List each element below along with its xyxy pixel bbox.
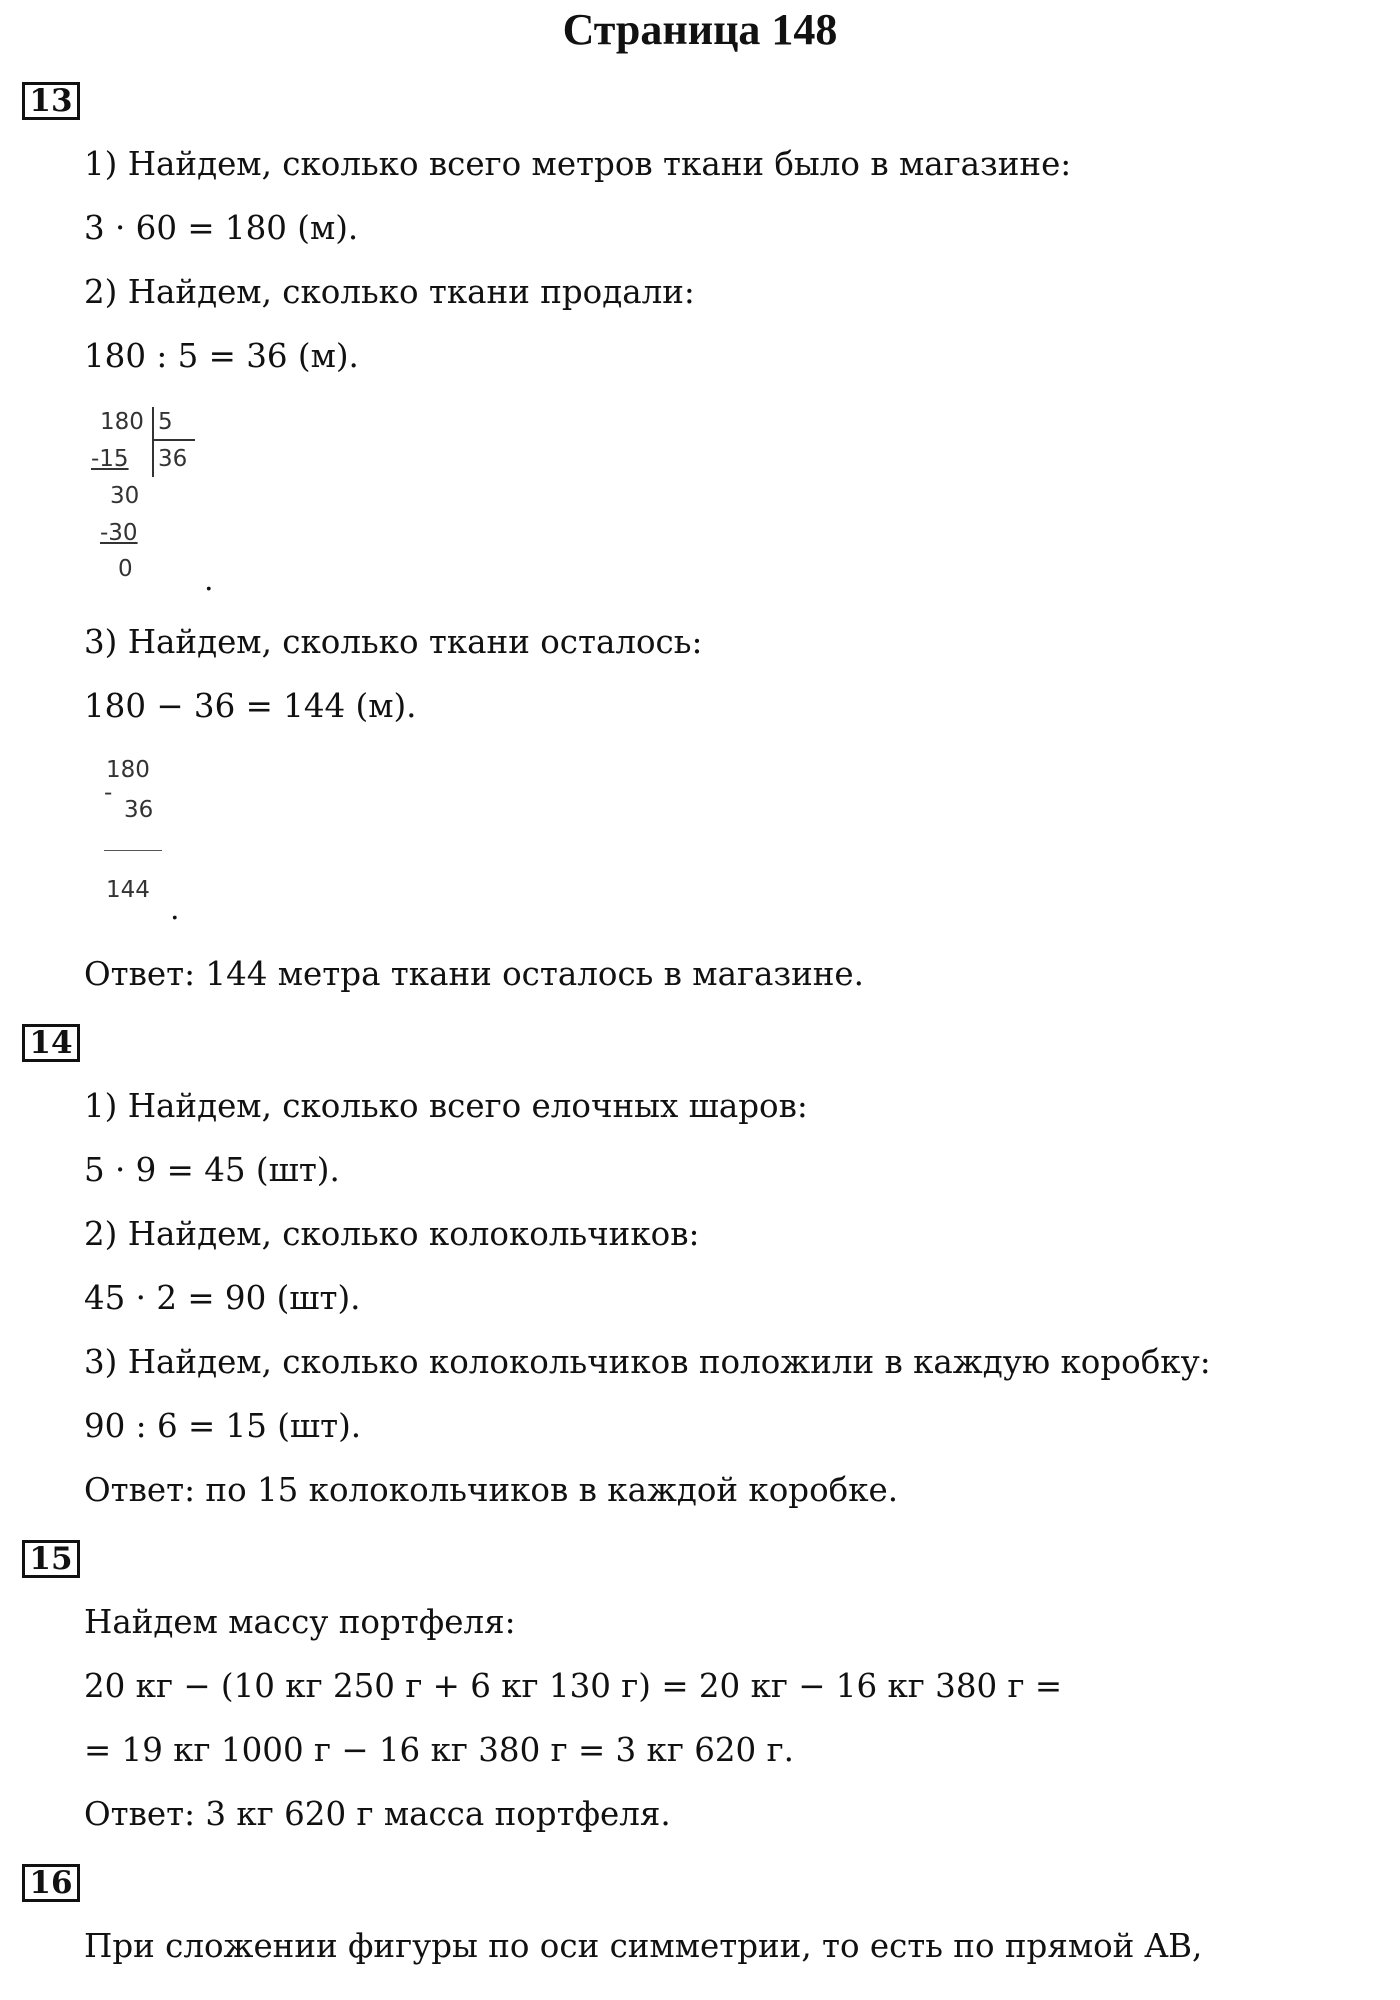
division-quotient: 36: [158, 446, 188, 472]
answer-line: Ответ: 3 кг 620 г масса портфеля.: [84, 1795, 671, 1833]
text-line: 1) Найдем, сколько всего елочных шаров:: [84, 1087, 808, 1125]
answer-line: Ответ: 144 метра ткани осталось в магазине.: [84, 955, 864, 993]
text-line: 45 · 2 = 90 (шт).: [84, 1279, 361, 1317]
subtraction-sign: -: [104, 780, 113, 806]
text-line: 180 − 36 = 144 (м).: [84, 687, 417, 725]
subtraction-result: 144: [106, 877, 150, 903]
task-number-16: 16: [22, 1864, 80, 1902]
division-step1-sub: -15: [91, 446, 129, 472]
text-line: 20 кг − (10 кг 250 г + 6 кг 130 г) = 20 кг − 16 кг 380 г =: [84, 1667, 1063, 1705]
text-line: Найдем массу портфеля:: [84, 1603, 516, 1641]
task-number-14: 14: [22, 1024, 80, 1062]
text-line: 180 : 5 = 36 (м).: [84, 337, 359, 375]
text-line: 90 : 6 = 15 (шт).: [84, 1407, 362, 1445]
answer-line: Ответ: по 15 колокольчиков в каждой коробке.: [84, 1471, 899, 1509]
division-step1-rem: 30: [110, 483, 140, 509]
division-bar: [152, 407, 154, 477]
task-number-13: 13: [22, 82, 80, 120]
text-line: 1) Найдем, сколько всего метров ткани было в магазине:: [84, 145, 1072, 183]
division-remainder: 0: [118, 556, 133, 582]
division-dividend: 180: [100, 409, 144, 435]
division-quotient-line: [153, 439, 195, 441]
subtraction-line: [104, 850, 162, 851]
page-title: Страница 148: [562, 5, 838, 54]
task-number-15: 15: [22, 1540, 80, 1578]
subtraction-subtrahend: 36: [124, 797, 154, 823]
text-line: 2) Найдем, сколько ткани продали:: [84, 273, 695, 311]
text-line: 5 · 9 = 45 (шт).: [84, 1151, 340, 1189]
subtraction-minuend: 180: [106, 757, 150, 783]
text-line: 3) Найдем, сколько колокольчиков положили в каждую коробку:: [84, 1343, 1211, 1381]
text-line: 2) Найдем, сколько колокольчиков:: [84, 1215, 700, 1253]
text-line: 3) Найдем, сколько ткани осталось:: [84, 623, 703, 661]
text-line: При сложении фигуры по оси симметрии, то есть по прямой AB,: [84, 1927, 1203, 1965]
period-mark: .: [204, 563, 214, 598]
period-mark: .: [170, 892, 180, 927]
division-divisor: 5: [158, 409, 173, 435]
text-line: 3 · 60 = 180 (м).: [84, 209, 359, 247]
division-step2-sub: -30: [100, 520, 138, 546]
text-line: = 19 кг 1000 г − 16 кг 380 г = 3 кг 620 г.: [84, 1731, 794, 1769]
